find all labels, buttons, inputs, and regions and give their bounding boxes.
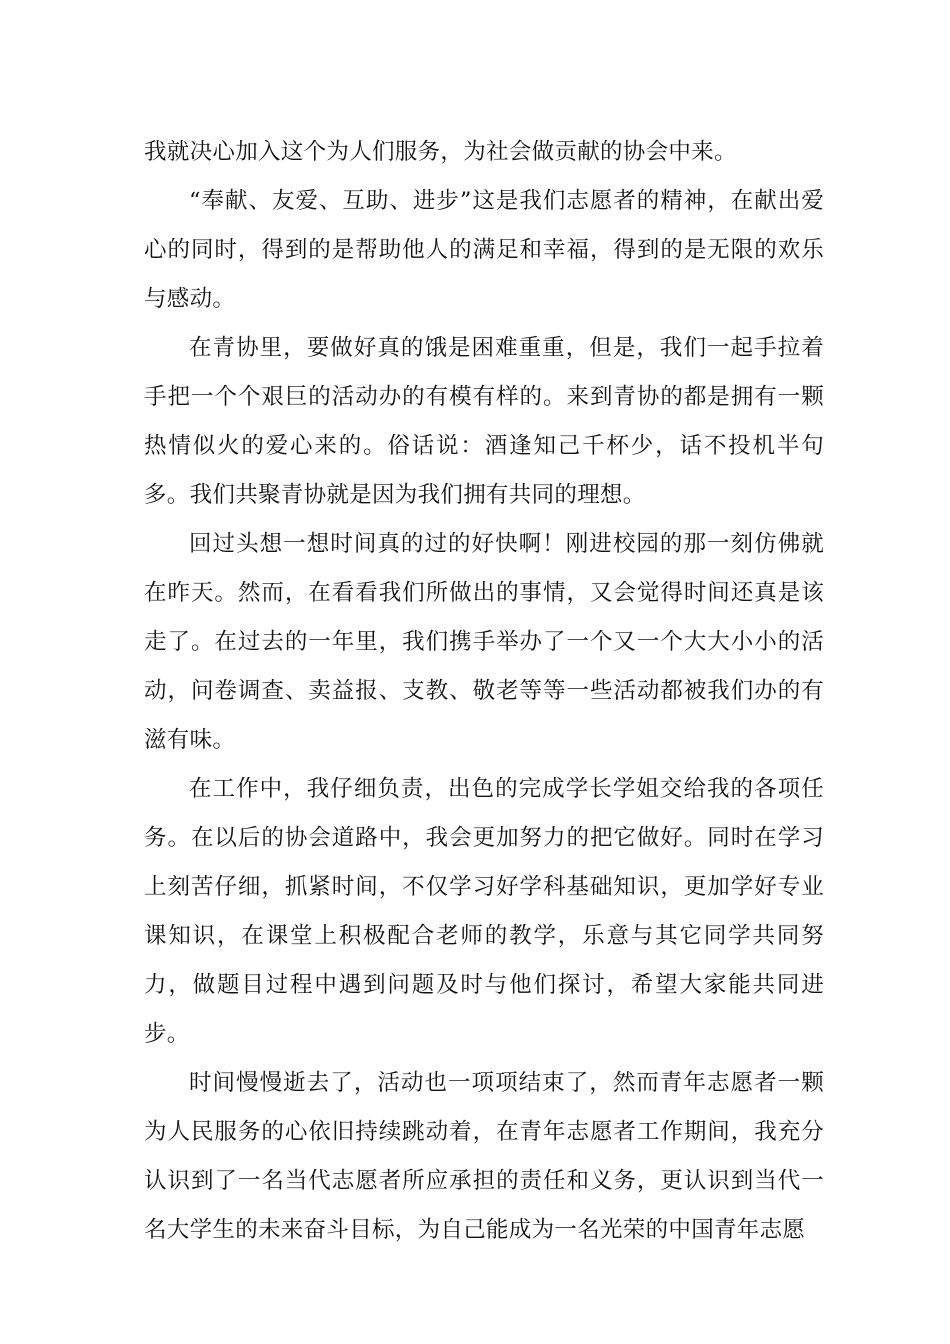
paragraph-continuation: 我就决心加入这个为人们服务，为社会做贡献的协会中来。: [144, 139, 737, 165]
document-body: [144, 128, 824, 1255]
paragraph-youth-association: 在青协里，要做好真的饿是困难重重，但是，我们一起手拉着手把一个个艰巨的活动办的有模有样的。来到青协的都是拥有一颗热情似火的爱心来的。俗话说：酒逢知己千杯少，话不投机半句多。我们共聚青协就是因为我们拥有共同的理想。: [144, 335, 824, 508]
paragraph-looking-back: 回过头想一想时间真的过的好快啊！刚进校园的那一刻仿佛就在昨天。然而，在看看我们所做出的事情，又会觉得时间还真是该走了。在过去的一年里，我们携手举办了一个又一个大大小小的活动，问卷调查、卖益报、支教、敬老等等一些活动都被我们办的有滋有味。: [144, 531, 824, 753]
paragraph-volunteer-spirit: “奉献、友爱、互助、进步”这是我们志愿者的精神，在献出爱心的同时，得到的是帮助他人的满足和幸福，得到的是无限的欢乐与感动。: [144, 188, 824, 312]
paragraph-work-study: 在工作中，我仔细负责，出色的完成学长学姐交给我的各项任务。在以后的协会道路中，我会更加努力的把它做好。同时在学习上刻苦仔细，抓紧时间，不仅学习好学科基础知识，更加学好专业课知识，在课堂上积极配合老师的教学，乐意与其它同学共同努力，做题目过程中遇到问题及时与他们探讨，希望大家能共同进步。: [144, 776, 824, 1047]
paragraph-conclusion: 时间慢慢逝去了，活动也一项项结束了，然而青年志愿者一颗为人民服务的心依旧持续跳动着，在青年志愿者工作期间，我充分认识到了一名当代志愿者所应承担的责任和义务，更认识到当代一名大学生的未来奋斗目标，为自己能成为一名光荣的中国青年志愿: [144, 1070, 824, 1243]
